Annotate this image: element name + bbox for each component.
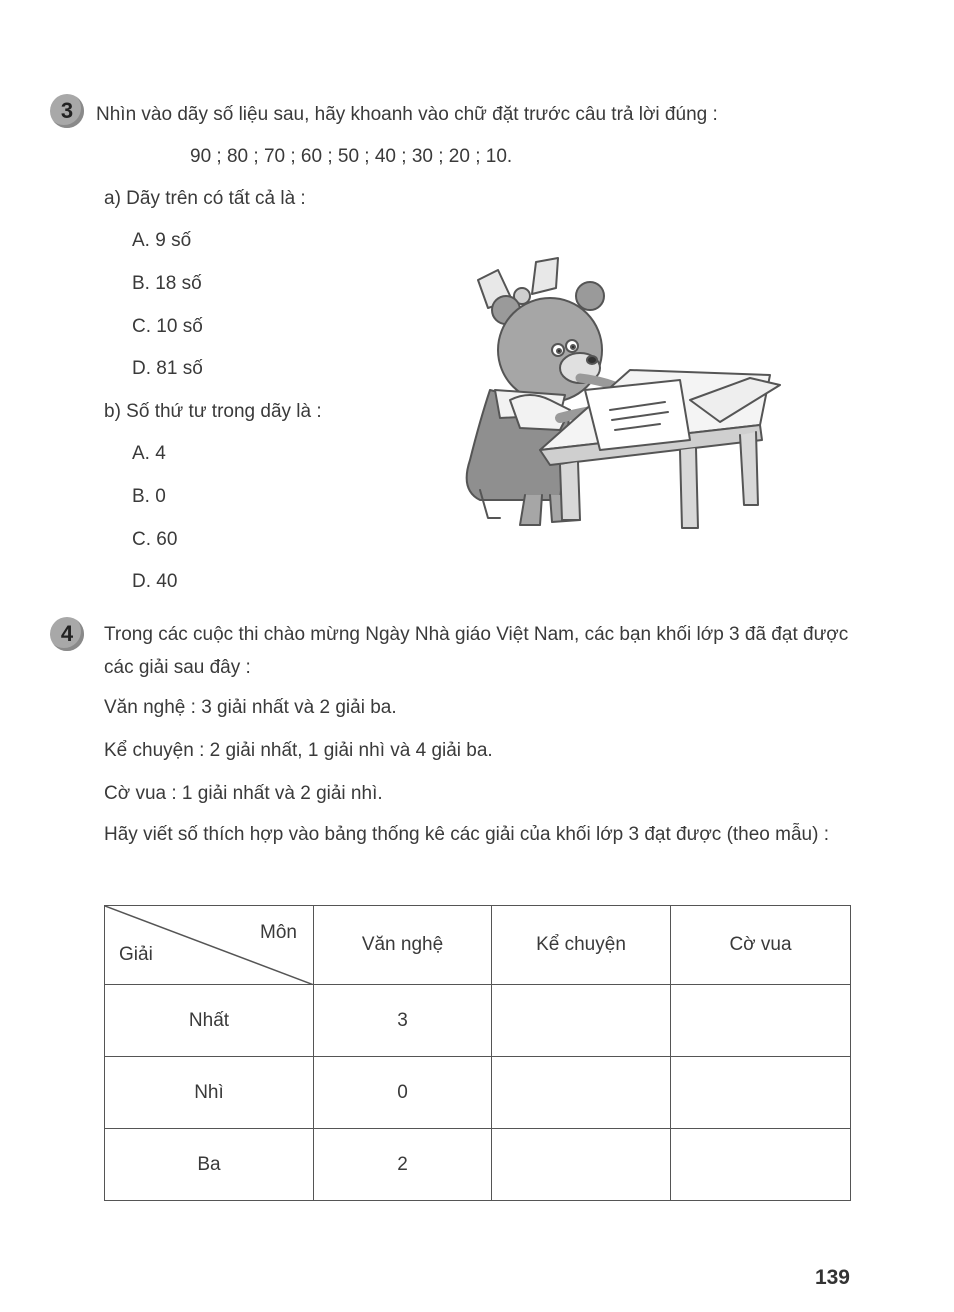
row-label-nhat: Nhất <box>105 985 314 1057</box>
exercise-4-number: 4 <box>60 621 74 646</box>
column-header-co-vua: Cờ vua <box>671 906 851 985</box>
corner-prize-label: Giải <box>119 944 153 965</box>
column-header-van-nghe: Văn nghệ <box>314 906 492 985</box>
option-b-B[interactable]: B. 0 <box>132 486 166 507</box>
question-b: b) Số thứ tư trong dãy là : <box>104 401 322 422</box>
table-row <box>105 985 851 1057</box>
table-row <box>105 1129 851 1201</box>
option-a-A[interactable]: A. 9 số <box>132 230 192 251</box>
exercise-4-intro: Trong các cuộc thi chào mừng Ngày Nhà giáo Việt Nam, các bạn khối lớp 3 đã đạt được các giải sau đây : <box>104 624 849 678</box>
table-header-row <box>105 906 851 985</box>
cell-nhi-van-nghe: 0 <box>314 1057 492 1129</box>
exercise-3-prompt: Nhìn vào dãy số liệu sau, hãy khoanh vào chữ đặt trước câu trả lời đúng : <box>96 104 718 125</box>
result-van-nghe: Văn nghệ : 3 giải nhất và 2 giải ba. <box>104 697 397 718</box>
prize-statistics-table <box>104 905 851 1201</box>
column-header-ke-chuyen: Kể chuyện <box>492 906 671 985</box>
cell-nhi-ke-chuyen[interactable] <box>492 1057 671 1129</box>
option-a-B[interactable]: B. 18 số <box>132 273 202 294</box>
cell-nhat-van-nghe: 3 <box>314 985 492 1057</box>
cell-ba-co-vua[interactable] <box>671 1129 851 1201</box>
option-b-D[interactable]: D. 40 <box>132 571 178 592</box>
number-sequence: 90 ; 80 ; 70 ; 60 ; 50 ; 40 ; 30 ; 20 ; 10. <box>190 146 513 167</box>
option-b-C[interactable]: C. 60 <box>132 529 178 550</box>
cell-ba-ke-chuyen[interactable] <box>492 1129 671 1201</box>
page-number: 139 <box>814 1266 850 1289</box>
bear-writing-illustration <box>440 250 790 540</box>
corner-cell <box>105 906 314 985</box>
table-row <box>105 1057 851 1129</box>
exercise-4-badge <box>50 617 84 651</box>
cell-ba-van-nghe: 2 <box>314 1129 492 1201</box>
result-ke-chuyen: Kể chuyện : 2 giải nhất, 1 giải nhì và 4 giải ba. <box>104 740 493 761</box>
row-label-ba: Ba <box>105 1129 314 1201</box>
option-a-C[interactable]: C. 10 số <box>132 316 203 337</box>
exercise-3-number: 3 <box>60 98 74 123</box>
exercise-4-instruction: Hãy viết số thích hợp vào bảng thống kê các giải của khối lớp 3 đạt được (theo mẫu) : <box>104 824 829 845</box>
question-a: a) Dãy trên có tất cả là : <box>104 188 306 209</box>
exercise-3-badge <box>50 94 84 128</box>
option-b-A[interactable]: A. 4 <box>132 443 166 464</box>
cell-nhi-co-vua[interactable] <box>671 1057 851 1129</box>
result-co-vua: Cờ vua : 1 giải nhất và 2 giải nhì. <box>104 783 383 804</box>
row-label-nhi: Nhì <box>105 1057 314 1129</box>
option-a-D[interactable]: D. 81 số <box>132 358 203 379</box>
cell-nhat-ke-chuyen[interactable] <box>492 985 671 1057</box>
corner-subject-label: Môn <box>260 922 297 943</box>
cell-nhat-co-vua[interactable] <box>671 985 851 1057</box>
